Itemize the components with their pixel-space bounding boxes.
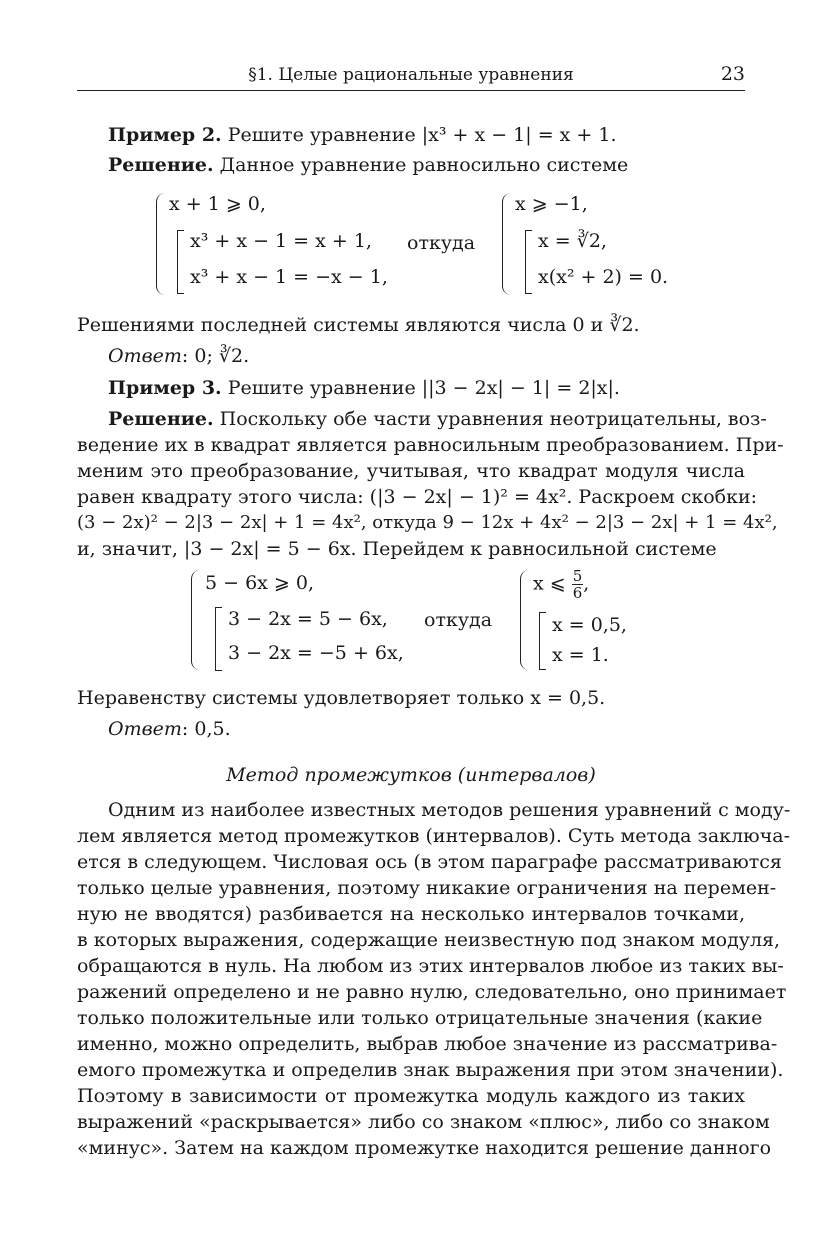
paragraph-line: емого промежутка и определив знак выражения при этом значении).	[77, 1059, 784, 1081]
paragraph-line: ную не вводятся) разбивается на несколько интервалов точками,	[77, 903, 745, 925]
paragraph-line: ется в следующем. Числовая ось (в этом параграфе рассматриваются	[77, 851, 782, 873]
fraction	[572, 568, 584, 601]
example2-task-text: Решите уравнение |x³ + x − 1| = x + 1.	[227, 124, 617, 146]
section-title: Метод промежутков (интервалов)	[226, 764, 596, 786]
right-bracket	[525, 230, 532, 294]
system-line: 3 − 2x = 5 − 6x,	[228, 608, 388, 630]
example3-solution-line	[77, 406, 767, 432]
system-line: x + 1 ⩾ 0,	[169, 193, 266, 215]
right-brace	[502, 193, 511, 295]
inequality-text: x ⩽	[533, 572, 566, 595]
answer-label: Ответ	[108, 345, 182, 367]
example3-answer	[77, 716, 776, 742]
paragraph-line: ведение их в квадрат является равносильным преобразованием. При-	[77, 434, 784, 456]
page-number: 23	[720, 63, 745, 85]
answer-value: : 0,5.	[181, 718, 231, 740]
paragraph-line: «минус». Затем на каждом промежутке находится решение данного	[77, 1137, 772, 1159]
paragraph-line: лем является метод промежутков (интервалов). Суть метода заключа-	[77, 825, 791, 847]
example2-solution-text: Данное уравнение равносильно системе	[219, 154, 629, 176]
example2-conclusion: Решениями последней системы являются числа 0 и ∛2.	[77, 314, 640, 336]
running-header	[77, 62, 745, 91]
paragraph-line: Поэтому в зависимости от промежутка модуль каждого из таких	[77, 1085, 745, 1107]
system-line: x = ∛2,	[538, 230, 607, 252]
system-line: x = 0,5,	[552, 614, 627, 636]
paragraph-line: только целые уравнения, поэтому никакие ограничения на перемен-	[77, 877, 777, 899]
paragraph-text: Поскольку обе части уравнения неотрицательны, воз-	[219, 408, 767, 430]
paragraph-line: только положительные или только отрицательные значения (какие	[77, 1007, 763, 1029]
connector-text: откуда	[407, 232, 476, 254]
system-line: 3 − 2x = −5 + 6x,	[228, 642, 404, 664]
system-line: x(x² + 2) = 0.	[538, 266, 669, 288]
example3-task	[77, 375, 776, 401]
right-bracket	[539, 612, 546, 670]
example2-solution-label: Решение.	[108, 154, 214, 176]
example2-solution	[77, 152, 776, 178]
paragraph-line: именно, можно определить, выбрав любое значение из рассматрива-	[77, 1033, 778, 1055]
answer-value: : 0; ∛2.	[181, 345, 250, 367]
example2-task	[77, 122, 776, 148]
paragraph-line: меним это преобразование, учитывая, что квадрат модуля числа	[77, 460, 745, 482]
example3-task-text: Решите уравнение ||3 − 2x| − 1| = 2|x|.	[227, 377, 620, 399]
system-line: x³ + x − 1 = −x − 1,	[190, 266, 388, 288]
right-brace	[520, 570, 529, 670]
example2-label: Пример 2.	[108, 124, 222, 146]
answer-label: Ответ	[108, 718, 182, 740]
fraction-denominator: 6	[572, 584, 583, 602]
example2-answer	[77, 343, 776, 369]
connector-text: откуда	[424, 609, 493, 631]
paragraph-line: равен квадрату этого числа: (|3 − 2x| − 1)² = 4x². Раскроем скобки:	[77, 486, 758, 508]
system-line: x ⩾ −1,	[515, 193, 588, 215]
paragraph-line: Одним из наиболее известных методов решения уравнений с моду-	[108, 799, 791, 821]
section-heading	[77, 762, 745, 788]
system-line: x = 1.	[552, 644, 609, 666]
system-line: x³ + x − 1 = x + 1,	[190, 230, 372, 252]
left-brace	[156, 193, 165, 295]
example3-label: Пример 3.	[108, 377, 222, 399]
example3-conclusion: Неравенству системы удовлетворяет только x = 0,5.	[77, 687, 606, 709]
left-bracket	[215, 607, 222, 671]
left-brace	[191, 570, 200, 670]
paragraph-line: и, значит, |3 − 2x| = 5 − 6x. Перейдем к равносильной системе	[77, 538, 717, 560]
system-line: 5 − 6x ⩾ 0,	[205, 572, 315, 594]
header-title: §1. Целые рациональные уравнения	[248, 65, 574, 85]
system-line: x ⩽ $\frac{5}{6}$ ,	[533, 567, 590, 602]
fraction-numerator: 5	[572, 567, 583, 585]
paragraph-line: в которых выражения, содержащие неизвестную под знаком модуля,	[77, 929, 781, 951]
paragraph-line: выражений «раскрывается» либо со знаком «плюс», либо со знаком	[77, 1111, 770, 1133]
paragraph-line: обращаются в нуль. На любом из этих интервалов любое из таких вы-	[77, 955, 784, 977]
paragraph-line: (3 − 2x)² − 2|3 − 2x| + 1 = 4x², откуда 9 − 12x + 4x² − 2|3 − 2x| + 1 = 4x²,	[77, 512, 778, 533]
paragraph-line: ражений определено и не равно нулю, следовательно, оно принимает	[77, 981, 787, 1003]
left-bracket	[177, 230, 184, 294]
example3-solution-label: Решение.	[108, 408, 214, 430]
